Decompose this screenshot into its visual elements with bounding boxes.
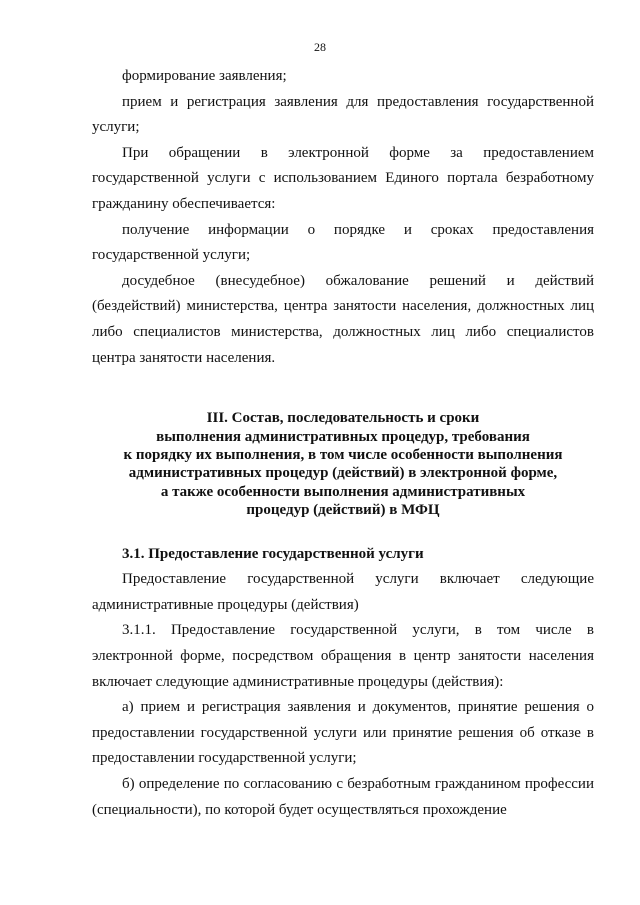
paragraph: формирование заявления; [122, 68, 287, 84]
section-heading-line: выполнения административных процедур, требования [156, 428, 530, 445]
section-heading-line: а также особенности выполнения административных [160, 483, 526, 500]
section-heading [92, 409, 594, 519]
paragraph: б) определение по согласованию с безработным гражданином профессии (специальности), по которой будет осуществляться прохождение [92, 775, 594, 818]
page-number: 28 [314, 40, 326, 54]
section-heading-line: III. Состав, последовательность и сроки [206, 410, 480, 427]
section-heading-line: к порядку их выполнения, в том числе особенности выполнения [123, 446, 563, 463]
paragraph: досудебное (внесудебное) обжалование решений и действий (бездействий) министерства, центра занятости населения, должностных лиц либо специалистов министерства, должностных лиц либо специалистов центра занятости населения. [92, 272, 594, 366]
section-heading-line: административных процедур (действий) в электронной форме, [128, 465, 558, 482]
paragraph: 3.1.1. Предоставление государственной услуги, в том числе в электронной форме, посредством обращения в центр занятости населения включает следующие административные процедуры (действия): [92, 622, 594, 690]
paragraph: прием и регистрация заявления для предоставления государственной услуги; [92, 93, 594, 136]
page-content [92, 64, 594, 823]
paragraph: получение информации о порядке и сроках предоставления государственной услуги; [92, 221, 594, 264]
paragraph: Предоставление государственной услуги включает следующие административные процедуры (действия) [92, 571, 594, 613]
subsection-heading: 3.1. Предоставление государственной услуги [122, 545, 424, 562]
section-heading-line: процедур (действий) в МФЦ [246, 502, 440, 519]
paragraph: а) прием и регистрация заявления и документов, принятие решения о предоставлении государственной услуги или принятие решения об отказе в предоставлении государственной услуги; [92, 699, 594, 767]
paragraph: При обращении в электронной форме за предоставлением государственной услуги с использованием Единого портала безработному гражданину обеспечивается: [92, 144, 594, 212]
